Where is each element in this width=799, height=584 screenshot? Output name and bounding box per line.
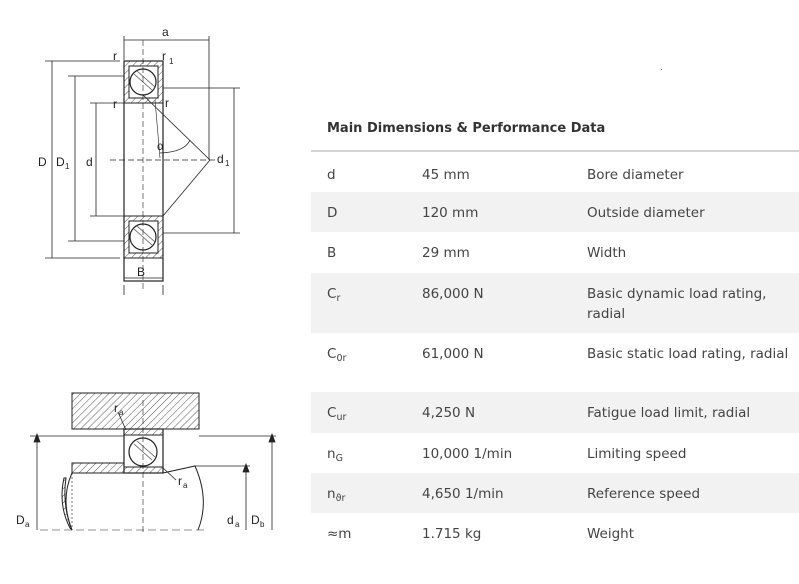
label-r-inner-2: r xyxy=(165,96,169,110)
table-row xyxy=(311,433,799,473)
table-row xyxy=(311,513,799,553)
row-description: Reference speed xyxy=(587,486,701,502)
row-description: Limiting speed xyxy=(587,446,687,462)
table-row xyxy=(311,273,799,333)
label-ra-top: r xyxy=(114,401,118,415)
label-d: d xyxy=(86,155,93,169)
row-description: Fatigue load limit, radial xyxy=(587,405,751,421)
row-symbol: D xyxy=(327,205,338,221)
row-value: 29 mm xyxy=(422,245,470,261)
label-Db: D xyxy=(251,513,260,527)
label-B: B xyxy=(137,265,146,279)
label-d1: d xyxy=(217,152,224,166)
row-symbol: $n_G$ xyxy=(327,446,343,464)
label-alpha: α xyxy=(157,139,164,153)
table-row xyxy=(311,192,799,232)
label-D1: D xyxy=(56,155,65,169)
label-ra-bottom-sub: a xyxy=(183,481,188,490)
row-description: Bore diameter xyxy=(587,167,684,183)
label-r-top: r xyxy=(113,49,117,63)
table-row xyxy=(311,232,799,273)
label-da-sub: a xyxy=(235,520,240,529)
table-row xyxy=(311,473,799,513)
label-ra-top-sub: a xyxy=(119,408,124,417)
row-value: 10,000 1/min xyxy=(422,446,513,462)
label-r-inner: r xyxy=(113,97,117,111)
label-D: D xyxy=(38,155,47,169)
row-value: 61,000 N xyxy=(422,346,484,362)
row-symbol: $C_{0r}$ xyxy=(327,346,347,364)
row-symbol: B xyxy=(327,245,337,261)
table-row xyxy=(311,392,799,433)
label-da: d xyxy=(227,513,234,527)
row-value: 1.715 kg xyxy=(422,526,482,542)
label-D1-sub: 1 xyxy=(65,162,70,171)
row-value: 86,000 N xyxy=(422,286,484,302)
row-symbol: $n_{ϑr}$ xyxy=(327,486,346,504)
label-ra-bottom: r xyxy=(178,474,182,488)
row-value: 45 mm xyxy=(422,167,470,183)
row-symbol: ≈m xyxy=(327,526,352,542)
row-value: 4,650 1/min xyxy=(422,486,504,502)
row-value: 4,250 N xyxy=(422,405,476,421)
row-description: Weight xyxy=(587,526,635,542)
dimensions-table xyxy=(311,150,799,553)
row-value: 120 mm xyxy=(422,205,479,221)
row-symbol: $C_r$ xyxy=(327,286,341,304)
label-r1: r xyxy=(162,49,166,63)
row-symbol: d xyxy=(327,167,336,183)
stray-dot xyxy=(661,69,662,70)
label-a: a xyxy=(162,25,169,39)
row-symbol: $C_{ur}$ xyxy=(327,405,347,423)
row-description: Width xyxy=(587,245,627,261)
label-Db-sub: b xyxy=(260,520,265,529)
section-title: Main Dimensions & Performance Data xyxy=(327,121,606,136)
label-r1-sub: 1 xyxy=(169,57,174,66)
row-description: Outside diameter xyxy=(587,205,705,221)
table-row xyxy=(311,152,799,192)
table-row xyxy=(311,333,799,392)
bearing-cross-section xyxy=(110,40,215,290)
label-d1-sub: 1 xyxy=(225,159,230,168)
bearing-drawing xyxy=(0,0,310,584)
label-Da-sub: a xyxy=(25,520,30,529)
row-description: Basic dynamic load rating, radial xyxy=(587,286,767,322)
row-description: Basic static load rating, radial xyxy=(587,346,789,362)
label-Da: D xyxy=(16,513,25,527)
